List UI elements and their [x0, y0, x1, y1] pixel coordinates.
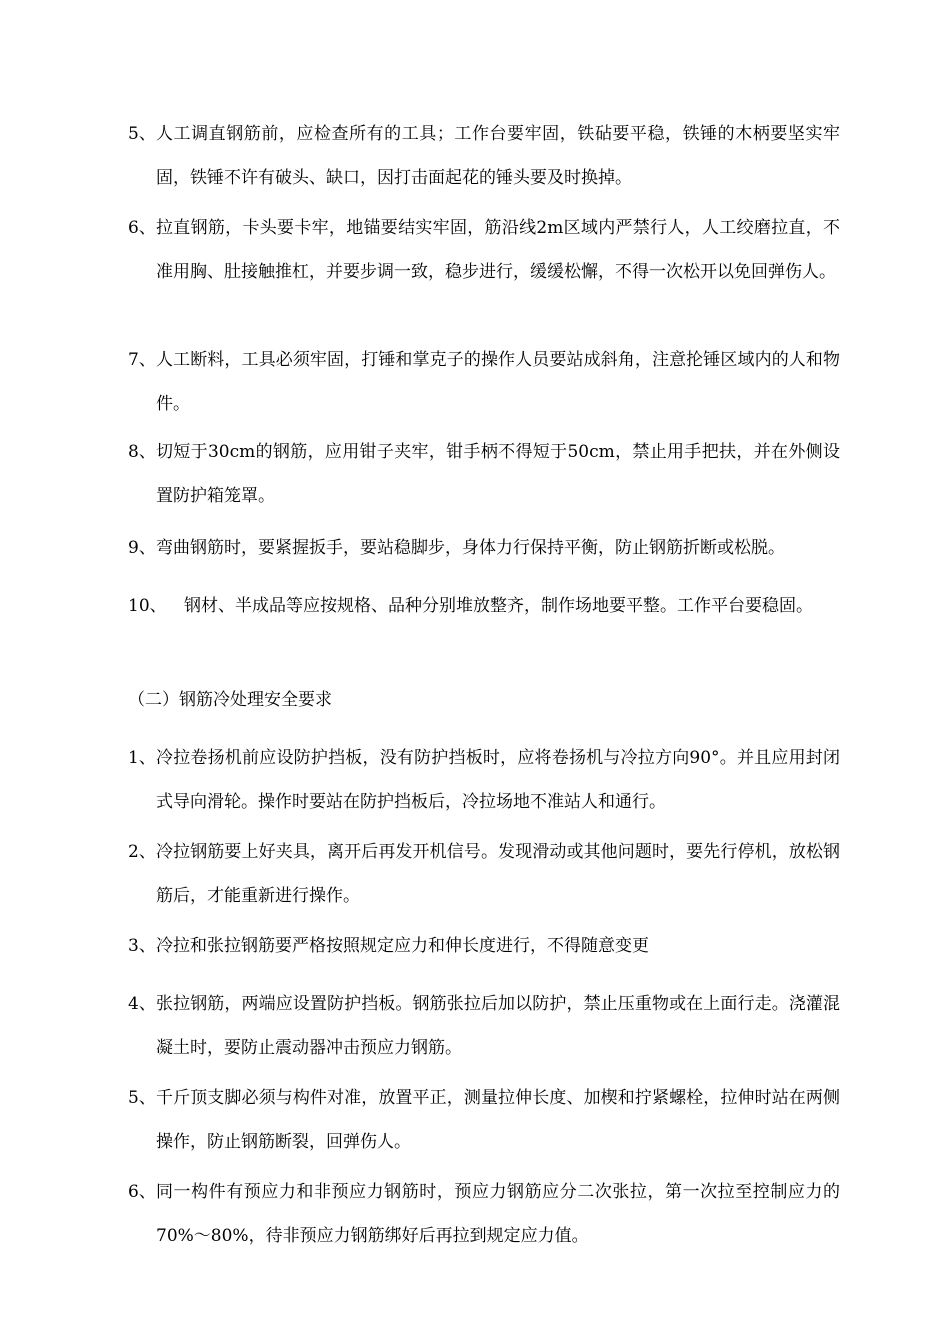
item-number: 7、 — [128, 350, 156, 370]
list-item — [128, 736, 840, 824]
item-text: 拉直钢筋，卡头要卡牢，地锚要结实牢固，筋沿线2m区域内严禁行人，人工绞磨拉直，不准用胸、肚接触推杠，并要步调一致，稳步进行，缓缓松懈，不得一次松开以免回弹伤人。 — [156, 218, 840, 282]
item-text: 人工断料，工具必须牢固，打锤和掌克子的操作人员要站成斜角，注意抡锤区域内的人和物件。 — [156, 350, 840, 414]
item-number: 6、 — [128, 218, 156, 238]
section-heading: （二）钢筋冷处理安全要求 — [128, 690, 332, 710]
list-item — [128, 982, 840, 1070]
item-text: 张拉钢筋，两端应设置防护挡板。钢筋张拉后加以防护，禁止压重物或在上面行走。浇灌混凝土时，要防止震动器冲击预应力钢筋。 — [156, 994, 840, 1058]
item-number: 3、 — [128, 936, 156, 956]
item-text: 千斤顶支脚必须与构件对准，放置平正，测量拉伸长度、加楔和拧紧螺栓，拉伸时站在两侧操作，防止钢筋断裂，回弹伤人。 — [156, 1088, 840, 1152]
item-text: 人工调直钢筋前，应检查所有的工具；工作台要牢固，铁砧要平稳，铁锤的木柄要坚实牢固，铁锤不许有破头、缺口，因打击面起花的锤头要及时换掉。 — [156, 124, 840, 188]
list-item — [128, 1076, 840, 1164]
list-item — [128, 206, 840, 294]
list-item — [128, 338, 840, 426]
list-item — [128, 1170, 840, 1258]
item-text: 冷拉钢筋要上好夹具，离开后再发开机信号。发现滑动或其他问题时，要先行停机，放松钢筋后，才能重新进行操作。 — [156, 842, 840, 906]
list-item — [128, 584, 840, 628]
item-text: 冷拉卷扬机前应设防护挡板，没有防护挡板时，应将卷扬机与冷拉方向90°。并且应用封闭式导向滑轮。操作时要站在防护挡板后，冷拉场地不准站人和通行。 — [156, 748, 840, 812]
item-number: 8、 — [128, 442, 156, 462]
item-text: 弯曲钢筋时，要紧握扳手，要站稳脚步，身体力行保持平衡，防止钢筋折断或松脱。 — [156, 538, 785, 558]
item-number: 2、 — [128, 842, 156, 862]
item-number: 10、 — [128, 596, 167, 616]
item-text: 同一构件有预应力和非预应力钢筋时，预应力钢筋应分二次张拉，第一次拉至控制应力的70%～80%，待非预应力钢筋绑好后再拉到规定应力值。 — [156, 1182, 840, 1246]
list-item — [128, 112, 840, 200]
item-number: 6、 — [128, 1182, 156, 1202]
list-item — [128, 526, 840, 570]
item-number: 9、 — [128, 538, 156, 558]
item-number: 1、 — [128, 748, 156, 768]
item-text: 切短于30cm的钢筋，应用钳子夹牢，钳手柄不得短于50cm，禁止用手把扶，并在外侧设置防护箱笼罩。 — [156, 442, 840, 506]
item-text: 冷拉和张拉钢筋要严格按照规定应力和伸长度进行，不得随意变更 — [156, 936, 649, 956]
item-number: 4、 — [128, 994, 156, 1014]
item-text: 钢材、半成品等应按规格、品种分别堆放整齐，制作场地要平整。工作平台要稳固。 — [184, 596, 813, 616]
list-item — [128, 830, 840, 918]
list-item — [128, 924, 840, 968]
item-number: 5、 — [128, 1088, 156, 1108]
item-number: 5、 — [128, 124, 156, 144]
list-item — [128, 430, 840, 518]
